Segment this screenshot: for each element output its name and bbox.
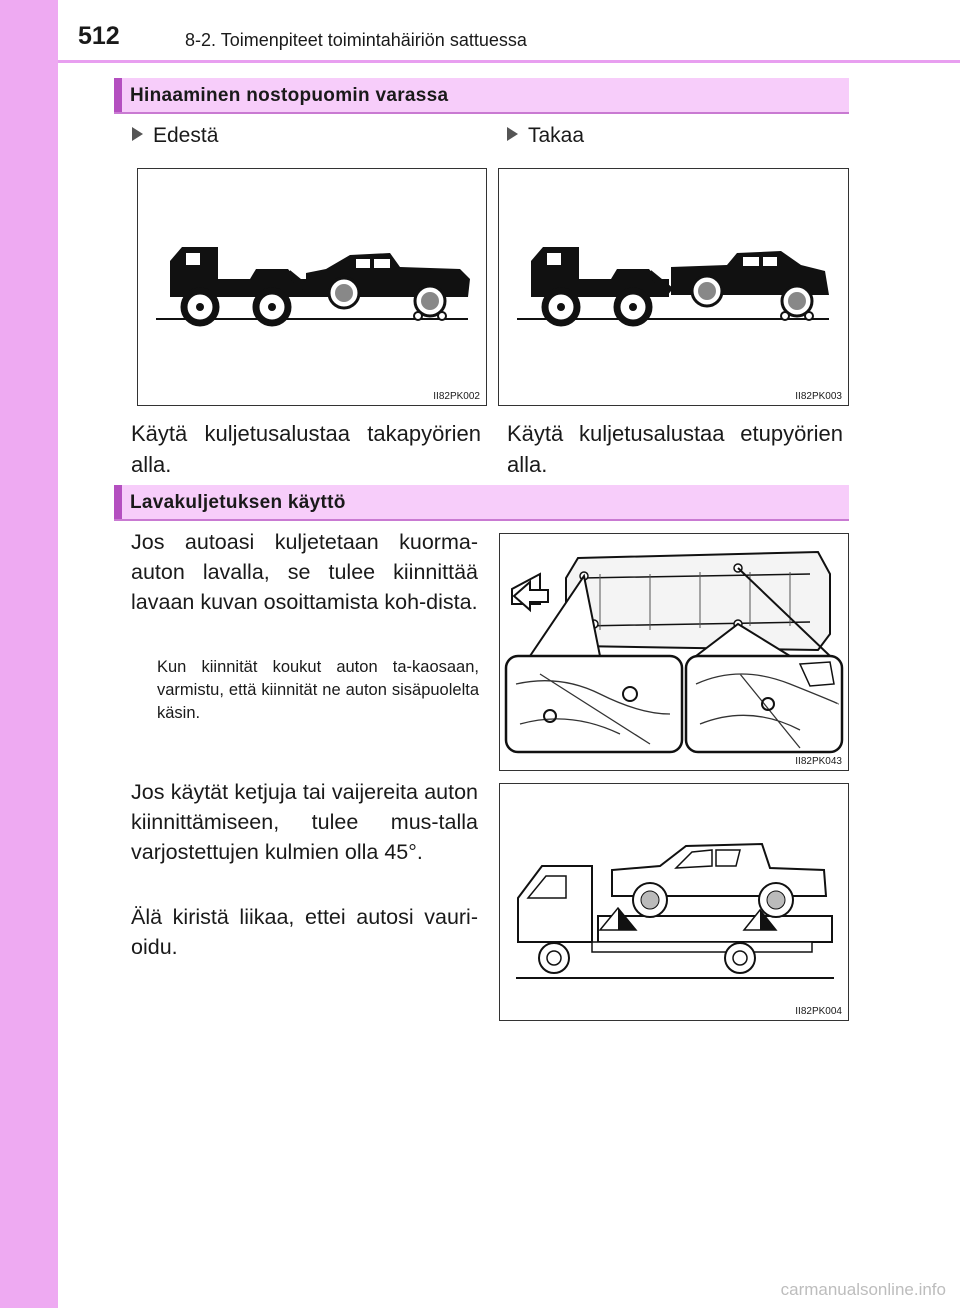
paragraph-flatbed-intro: Jos autoasi kuljetetaan kuorma-auton lavalla, se tulee kiinnittää lavaan kuvan osoittamista koh-dista. [131,530,478,614]
paragraph-overtighten: Älä kiristä liikaa, ettei autosi vauri-oidu. [131,905,478,959]
note-hook-rear: Kun kiinnität koukut auton ta-kaosaan, varmistu, että kiinnität ne auton sisäpuolelta käsin. [157,658,479,722]
chapter-sidebar-tab [0,0,58,1308]
chapter-title: 8-2. Toimenpiteet toimintahäiriön sattuessa [185,30,527,50]
figure-code: II82PK043 [795,756,842,767]
paragraph-chain-angle: Jos käytät ketjuja tai vaijereita auton kiinnittämiseen, tulee mus-talla varjostettujen kulmien olla 45°. [131,780,478,864]
figure-code: II82PK002 [433,391,480,402]
heading-accent-bar [114,78,122,112]
header-divider [58,60,960,63]
bullet-rear-label: Takaa [528,124,585,147]
figure-code: II82PK004 [795,1006,842,1017]
triangle-bullet-icon [132,127,143,141]
caption-front: Käytä kuljetusalustaa takapyörien alla. [131,421,481,477]
bullet-front [132,124,218,148]
bullet-rear [507,124,584,148]
figure-code: II82PK003 [795,391,842,402]
flatbed-truck-illustration [500,784,848,1020]
triangle-bullet-icon [507,127,518,141]
section-heading-text: Lavakuljetuksen käyttö [130,492,346,513]
figure-tie-down-points [499,533,849,771]
section-heading-flatbed [114,485,849,521]
tow-truck-front-illustration [138,169,486,405]
figure-flatbed-truck [499,783,849,1021]
section-heading-text: Hinaaminen nostopuomin varassa [130,85,449,106]
figure-tow-front [137,168,487,406]
caption-rear: Käytä kuljetusalustaa etupyörien alla. [507,421,843,477]
tow-truck-rear-illustration [499,169,848,405]
section-heading-boom-towing [114,78,849,114]
figure-tow-rear [498,168,849,406]
heading-accent-bar [114,485,122,519]
underbody-tie-down-illustration [500,534,848,770]
bullet-front-label: Edestä [153,124,219,147]
watermark: carmanualsonline.info [780,1280,946,1299]
page-number: 512 [78,22,120,50]
